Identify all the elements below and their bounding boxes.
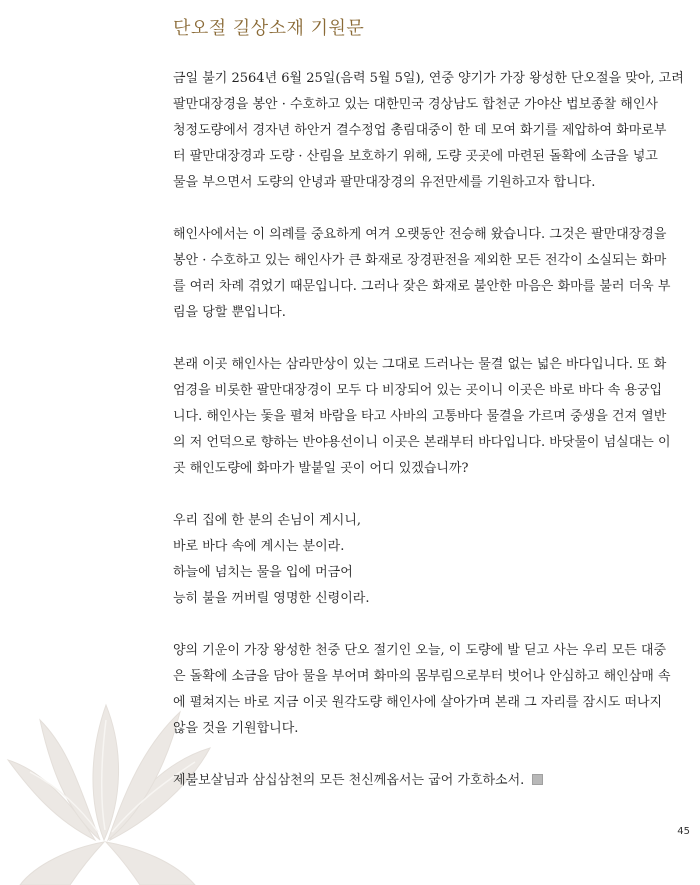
body-paragraph	[173, 352, 691, 482]
text-line: 엄경을 비롯한 팔만대장경이 모두 다 비장되어 있는 곳이니 이곳은 바로 바다 속 용궁입	[173, 383, 663, 398]
text-line: 의 저 언덕으로 향하는 반야용선이니 이곳은 본래부터 바다입니다. 바닷물이 넘실대는 이	[173, 435, 671, 450]
text-line: 를 여러 차례 겪었기 때문입니다. 그러나 잦은 화재로 불안한 마음은 화마를 불러 더욱 부	[173, 279, 671, 294]
text-line: 양의 기운이 가장 왕성한 천중 단오 절기인 오늘, 이 도량에 발 딛고 사는 우리 모든 대중	[173, 643, 667, 658]
text-line	[173, 768, 691, 794]
body-paragraph	[173, 222, 691, 326]
text-line: 본래 이곳 해인사는 삼라만상이 있는 그대로 드러나는 물결 없는 넓은 바다입니다. 또 화	[173, 357, 667, 372]
text-line: 니다. 해인사는 돛을 펼쳐 바람을 타고 사바의 고통바다 물결을 가르며 중생을 건져 열반	[173, 409, 667, 424]
text-line: 은 돌확에 소금을 담아 물을 부어며 화마의 몸부림으로부터 벗어나 안심하고 해인삼매 속	[173, 669, 671, 684]
verse-line: 하늘에 넘치는 물을 입에 머금어	[173, 565, 353, 580]
text-line: 물을 부으면서 도량의 안녕과 팔만대장경의 유전만세를 기원하고자 합니다.	[173, 175, 596, 190]
text-line: 봉안 · 수호하고 있는 해인사가 큰 화재로 장경판전을 제외한 모든 전각이 소실되는 화마	[173, 253, 667, 268]
end-mark-icon	[532, 774, 543, 785]
text-line: 해인사에서는 이 의례를 중요하게 여겨 오랫동안 전승해 왔습니다. 그것은 팔만대장경을	[173, 227, 667, 242]
verse-line: 능히 불을 꺼버릴 영명한 신령이라.	[173, 591, 370, 606]
page-title: 단오절 길상소재 기원문	[173, 18, 365, 39]
verse-line: 우리 집에 한 분의 손님이 계시니,	[173, 513, 362, 528]
text-line: 림을 당할 뿐입니다.	[173, 305, 286, 320]
verse-stanza	[173, 508, 691, 612]
body-paragraph	[173, 638, 691, 742]
verse-line: 바로 바다 속에 계시는 분이라.	[173, 539, 345, 554]
text-line: 않을 것을 기원합니다.	[173, 721, 299, 736]
text-line: 금일 불기 2564년 6월 25일(음력 5월 5일), 연중 양기가 가장 왕성한 단오절을 맞아, 고려	[173, 71, 684, 86]
text-line: 터 팔만대장경과 도량 · 산림을 보호하기 위해, 도량 곳곳에 마련된 돌확에 소금을 넣고	[173, 149, 658, 164]
text-line: 청정도량에서 경자년 하안거 결수정업 총림대중이 한 데 모여 화기를 제압하여 화마로부	[173, 123, 667, 138]
page-number: 45	[677, 826, 690, 837]
text-line: 곳 해인도량에 화마가 발붙일 곳이 어디 있겠습니까?	[173, 461, 469, 476]
body-paragraph	[173, 66, 691, 196]
text-line: 에 펼쳐지는 바로 지금 이곳 원각도량 해인사에 살아가며 본래 그 자리를 잠시도 떠나지	[173, 695, 663, 710]
closing-line-text: 제불보살님과 삼십삼천의 모든 천신께옵서는 굽어 가호하소서.	[173, 773, 525, 788]
text-line: 팔만대장경을 봉안 · 수호하고 있는 대한민국 경상남도 합천군 가야산 법보종찰 해인사	[173, 97, 658, 112]
body-paragraph	[173, 768, 691, 794]
prayer-text	[173, 66, 691, 794]
